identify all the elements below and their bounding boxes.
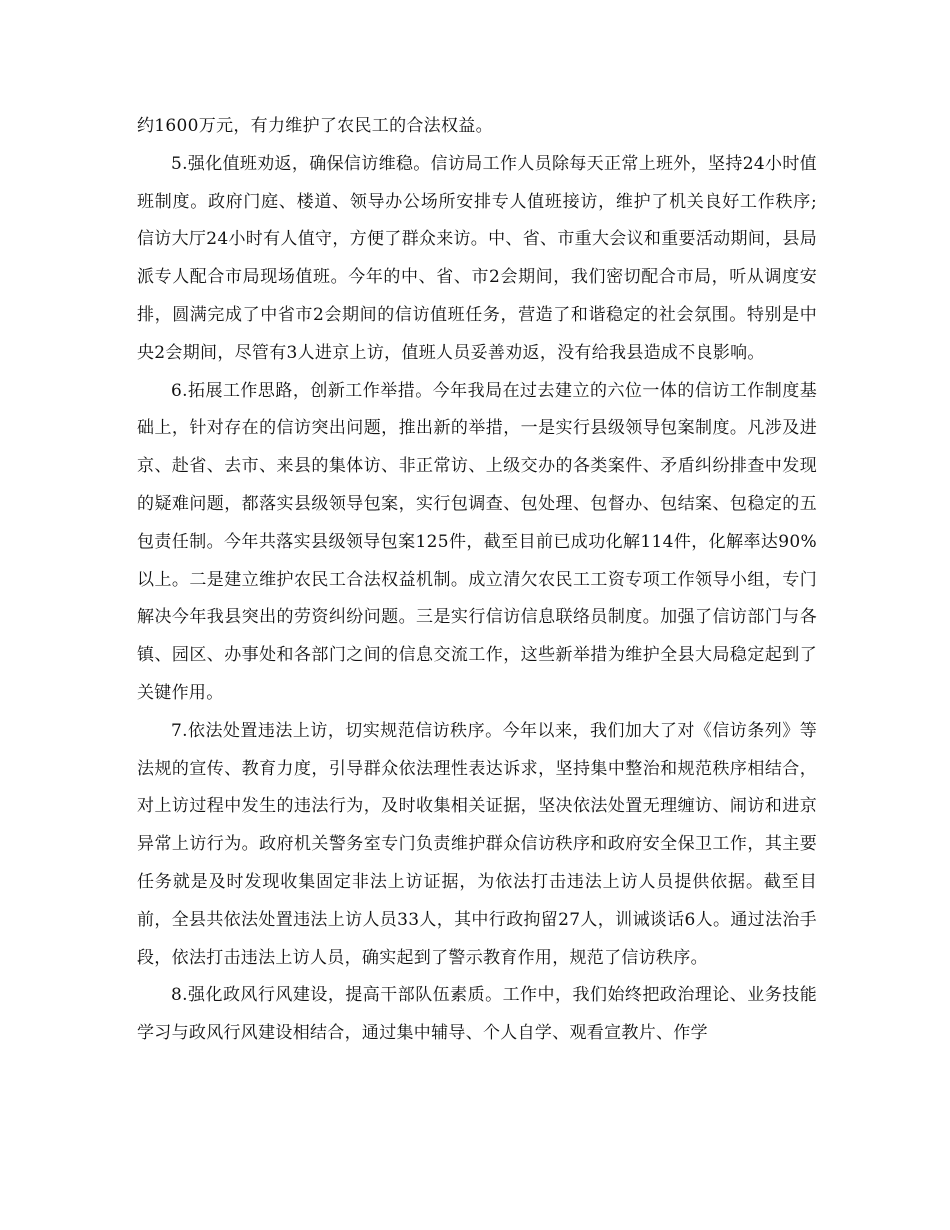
- paragraph-2: 5.强化值班劝返，确保信访维稳。信访局工作人员除每天正常上班外，坚持24小时值班制度。政府门庭、楼道、领导办公场所安排专人值班接访，维护了机关良好工作秩序;信访大厅24小时有人值守，方便了群众来访。中、省、市重大会议和重要活动期间，县局派专人配合市局现场值班。今年的中、省、市2会期间，我们密切配合市局，听从调度安排，圆满完成了中省市2会期间的信访值班任务，营造了和谐稳定的社会氛围。特别是中央2会期间，尽管有3人进京上访，值班人员妥善劝返，没有给我县造成不良影响。: [137, 153, 817, 363]
- paragraph-1: 约1600万元，有力维护了农民工的合法权益。: [137, 116, 493, 136]
- document-body: [137, 108, 817, 1053]
- paragraph-5: 8.强化政风行风建设，提高干部队伍素质。工作中，我们始终把政治理论、业务技能学习与政风行风建设相结合，通过集中辅导、个人自学、观看宣教片、作学: [137, 985, 817, 1044]
- paragraph-4: 7.依法处置违法上访，切实规范信访秩序。今年以来，我们加大了对《信访条列》等法规的宣传、教育力度，引导群众依法理性表达诉求，坚持集中整治和规范秩序相结合，对上访过程中发生的违法行为，及时收集相关证据，坚决依法处置无理缠访、闹访和进京异常上访行为。政府机关警务室专门负责维护群众信访秩序和政府安全保卫工作，其主要任务就是及时发现收集固定非法上访证据，为依法打击违法上访人员提供依据。截至目前，全县共依法处置违法上访人员33人，其中行政拘留27人，训诫谈话6人。通过法治手段，依法打击违法上访人员，确实起到了警示教育作用，规范了信访秩序。: [137, 720, 817, 968]
- paragraph-3: 6.拓展工作思路，创新工作举措。今年我局在过去建立的六位一体的信访工作制度基础上，针对存在的信访突出问题，推出新的举措，一是实行县级领导包案制度。凡涉及进京、赴省、去市、来县的集体访、非正常访、上级交办的各类案件、矛盾纠纷排查中发现的疑难问题，都落实县级领导包案，实行包调查、包处理、包督办、包结案、包稳定的五包责任制。今年共落实县级领导包案125件，截至目前已成功化解114件，化解率达90%以上。二是建立维护农民工合法权益机制。成立清欠农民工工资专项工作领导小组，专门解决今年我县突出的劳资纠纷问题。三是实行信访信息联络员制度。加强了信访部门与各镇、园区、办事处和各部门之间的信息交流工作，这些新举措为维护全县大局稳定起到了关键作用。: [137, 380, 817, 703]
